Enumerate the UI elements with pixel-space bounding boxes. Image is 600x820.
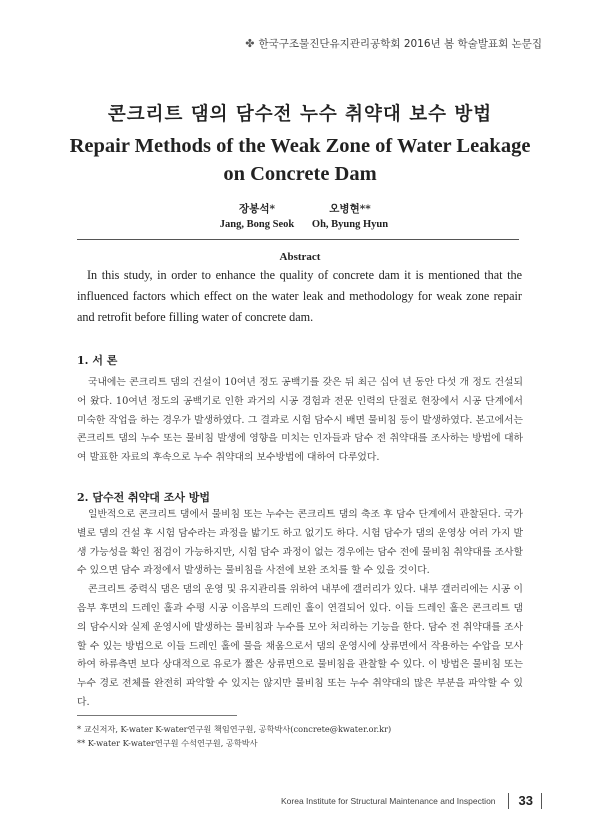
author-2-korean: 오병현** xyxy=(329,203,371,215)
footer-institute: Korea Institute for Structural Maintenance and Inspection xyxy=(281,796,496,806)
author-2-english: Oh, Byung Hyun xyxy=(311,219,389,230)
section-2-paragraph-2: 콘크리트 중력식 댐은 댐의 운영 및 유지관리를 위하여 내부에 갤러리가 있다. 내부 갤러리에는 시공 이음부 후면의 드레인 홀과 수평 시공 이음부의 드레인 홀이 연결되어 있다. 이들 드레인 홀은 콘크리트 댐의 담수시와 실제 운영시에 발생하는 물비침과 누수를 모아 처리하는 기능을 한다. 담수 전 취약대를 조사할 수 있는 방법으로 이들 드레인 홀에 물을 채움으로서 댐의 운영시에 상류면에서 작용하는 수압을 모사하여 하류측면 보다 상대적으로 유로가 짧은 상류면으로 물비침을 관찰할 수 있다. 이 방법은 물비침 또는 누수 경로 전체를 완전히 파악할 수 있지는 않지만 물비침 또는 누수 취약대의 많은 부분을 파악할 수 있다. xyxy=(77,584,523,708)
author-1 xyxy=(212,201,302,230)
footnote-2: ** K-water K-water연구원 수석연구원, 공학박사 xyxy=(77,738,258,748)
journal-title: 한국구조물진단유지관리공학회 2016년 봄 학술발표회 논문집 xyxy=(258,38,542,50)
author-1-korean: 장봉석* xyxy=(239,203,275,215)
section-1-body xyxy=(77,374,523,468)
title-divider xyxy=(77,239,519,240)
abstract-heading: Abstract xyxy=(279,251,321,263)
section-2-body xyxy=(77,506,523,713)
footnotes xyxy=(77,722,527,750)
footnote-1: * 교신저자, K-water K-water연구원 책임연구원, 공학박사(concrete@kwater.or.kr) xyxy=(77,724,392,734)
section-2-heading: 2. 담수전 취약대 조사 방법 xyxy=(77,491,211,504)
paper-title-korean: 콘크리트 댐의 담수전 누수 취약대 보수 방법 xyxy=(107,104,493,125)
page-number: 33 xyxy=(508,793,542,809)
journal-header xyxy=(245,36,542,51)
section-1-paragraph-1: 국내에는 콘크리트 댐의 건설이 10여년 정도 공백기를 갖은 뒤 최근 십여 년 동안 다섯 개 정도 건설되어 왔다. 10여년 정도의 공백기로 인한 과거의 시공 경험과 전문 인력의 단절로 현장에서 시공 단계에서 미숙한 작업을 하는 경우가 발생하였다. 그 결과로 시험 담수시 배면 물비침 등이 발생하였다. 본고에서는 콘크리트 댐의 누수 또는 물비침 발생에 영향을 미치는 인자들과 담수 전 취약대를 조사하는 방법에 대하여 발표한 자료의 후속으로 누수 취약대의 보수방법에 대하여 다루었다. xyxy=(77,377,523,464)
abstract-body: In this study, in order to enhance the quality of concrete dam it is mentioned that the influenced factors which effect on the water leak and methodology for weak zone repair and retrofit before filling water of concrete dam. xyxy=(77,268,522,324)
paper-title-english: Repair Methods of the Weak Zone of Water Leakage on Concrete Dam xyxy=(69,135,531,185)
section-1-heading: 1. 서 론 xyxy=(77,354,118,367)
footnote-divider xyxy=(77,715,237,716)
page-footer xyxy=(281,793,542,809)
section-2-paragraph-1: 일반적으로 콘크리트 댐에서 물비침 또는 누수는 콘크리트 댐의 축조 후 담수 단계에서 관찰된다. 국가별로 댐의 건설 후 시험 담수라는 과정을 밟기도 하고 없기도 하다. 시험 담수가 댐의 운영상 여러 가지 발생 가능성을 확인 점검이 가능하지만, 시험 담수 과정이 없는 경우에는 담수 전에 물비침 취약대를 조사할 수 있으면 담수 과정에서 발생하는 물비침을 사전에 보완 조치를 할 수 있을 것이다. xyxy=(77,509,523,577)
ornament-icon: ✤ xyxy=(245,37,255,50)
author-1-english: Jang, Bong Seok xyxy=(219,219,295,230)
author-2 xyxy=(300,201,400,230)
author-block xyxy=(0,201,600,241)
